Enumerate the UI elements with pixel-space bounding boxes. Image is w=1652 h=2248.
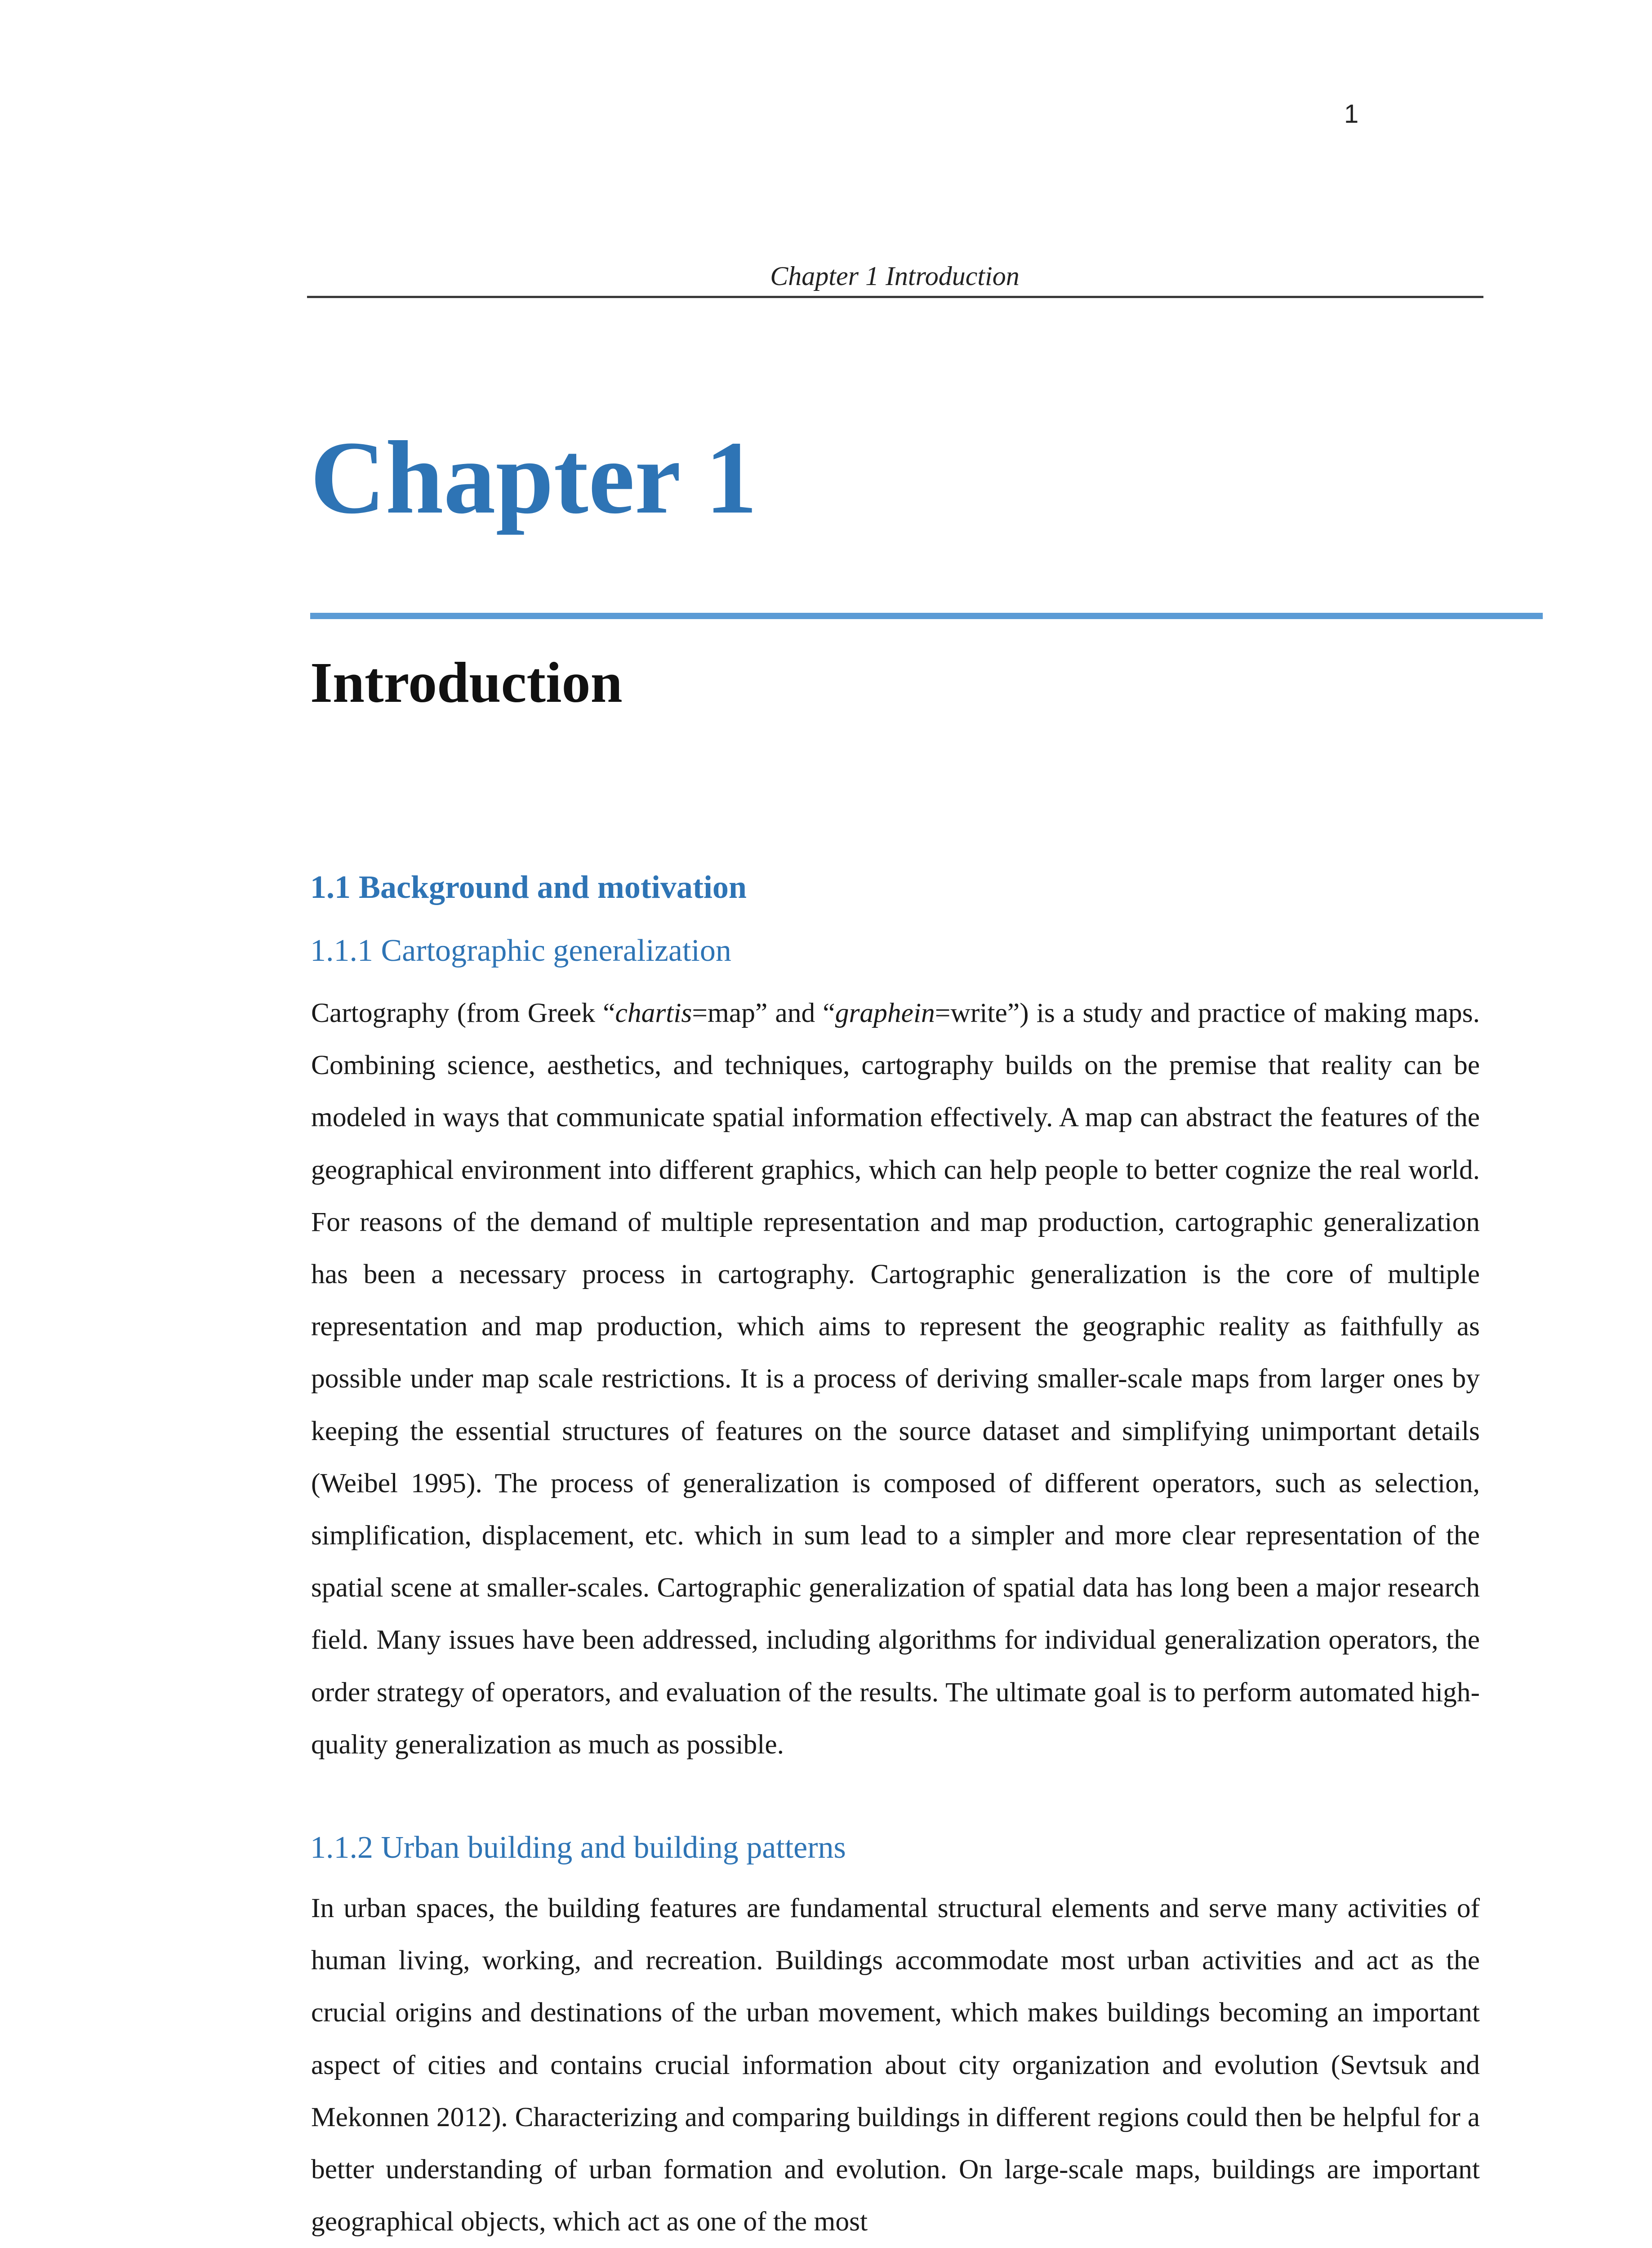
paragraph-cartographic-generalization [311, 987, 1480, 1771]
section-heading: 1.1 Background and motivation [310, 869, 747, 905]
chapter-title: Chapter 1 [310, 420, 757, 535]
chapter-subtitle: Introduction [310, 651, 623, 714]
term-graphein: graphein [835, 998, 935, 1028]
paragraph-text-mid: =map” and “ [692, 998, 835, 1028]
paragraph-text-start: Cartography (from Greek “ [311, 998, 615, 1028]
chapter-rule [310, 613, 1543, 619]
page-number: 1 [1344, 99, 1359, 129]
paragraph-text-rest: =write”) is a study and practice of making maps. Combining science, aesthetics, and techniques, cartography builds on the premise that reality can be modeled in ways that communicate spatial information effectively. A map can abstract the features of the geographical environment into different graphics, which can help people to better cognize the real world. For reasons of the demand of multiple representation and map production, cartographic generalization has been a necessary process in cartography. Cartographic generalization is the core of multiple representation and map production, which aims to represent the geographic reality as faithfully as possible under map scale restrictions. It is a process of deriving smaller-scale maps from larger ones by keeping the essential structures of features on the source dataset and simplifying unimportant details (Weibel 1995). The process of generalization is composed of different operators, such as selection, simplification, displacement, etc. which in sum lead to a simpler and more clear representation of the spatial scene at smaller-scales. Cartographic generalization of spatial data has long been a major research field. Many issues have been addressed, including algorithms for individual generalization operators, the order strategy of operators, and evaluation of the results. The ultimate goal is to perform automated high-quality generalization as much as possible. [311, 998, 1480, 1760]
subsection-heading-urban-building: 1.1.2 Urban building and building patterns [310, 1830, 846, 1865]
header-rule [307, 296, 1483, 298]
paragraph-urban-building: In urban spaces, the building features are fundamental structural elements and serve many activities of human living, working, and recreation. Buildings accommodate most urban activities and act as the crucial origins and destinations of the urban movement, which makes buildings becoming an important aspect of cities and contains crucial information about city organization and evolution (Sevtsuk and Mekonnen 2012). Characterizing and comparing buildings in different regions could then be helpful for a better understanding of urban formation and evolution. On large-scale maps, buildings are important geographical objects, which act as one of the most [311, 1893, 1480, 2237]
term-chartis: chartis [615, 998, 692, 1028]
running-header: Chapter 1 Introduction [770, 261, 1020, 291]
subsection-heading-cartographic-generalization: 1.1.1 Cartographic generalization [310, 933, 731, 968]
